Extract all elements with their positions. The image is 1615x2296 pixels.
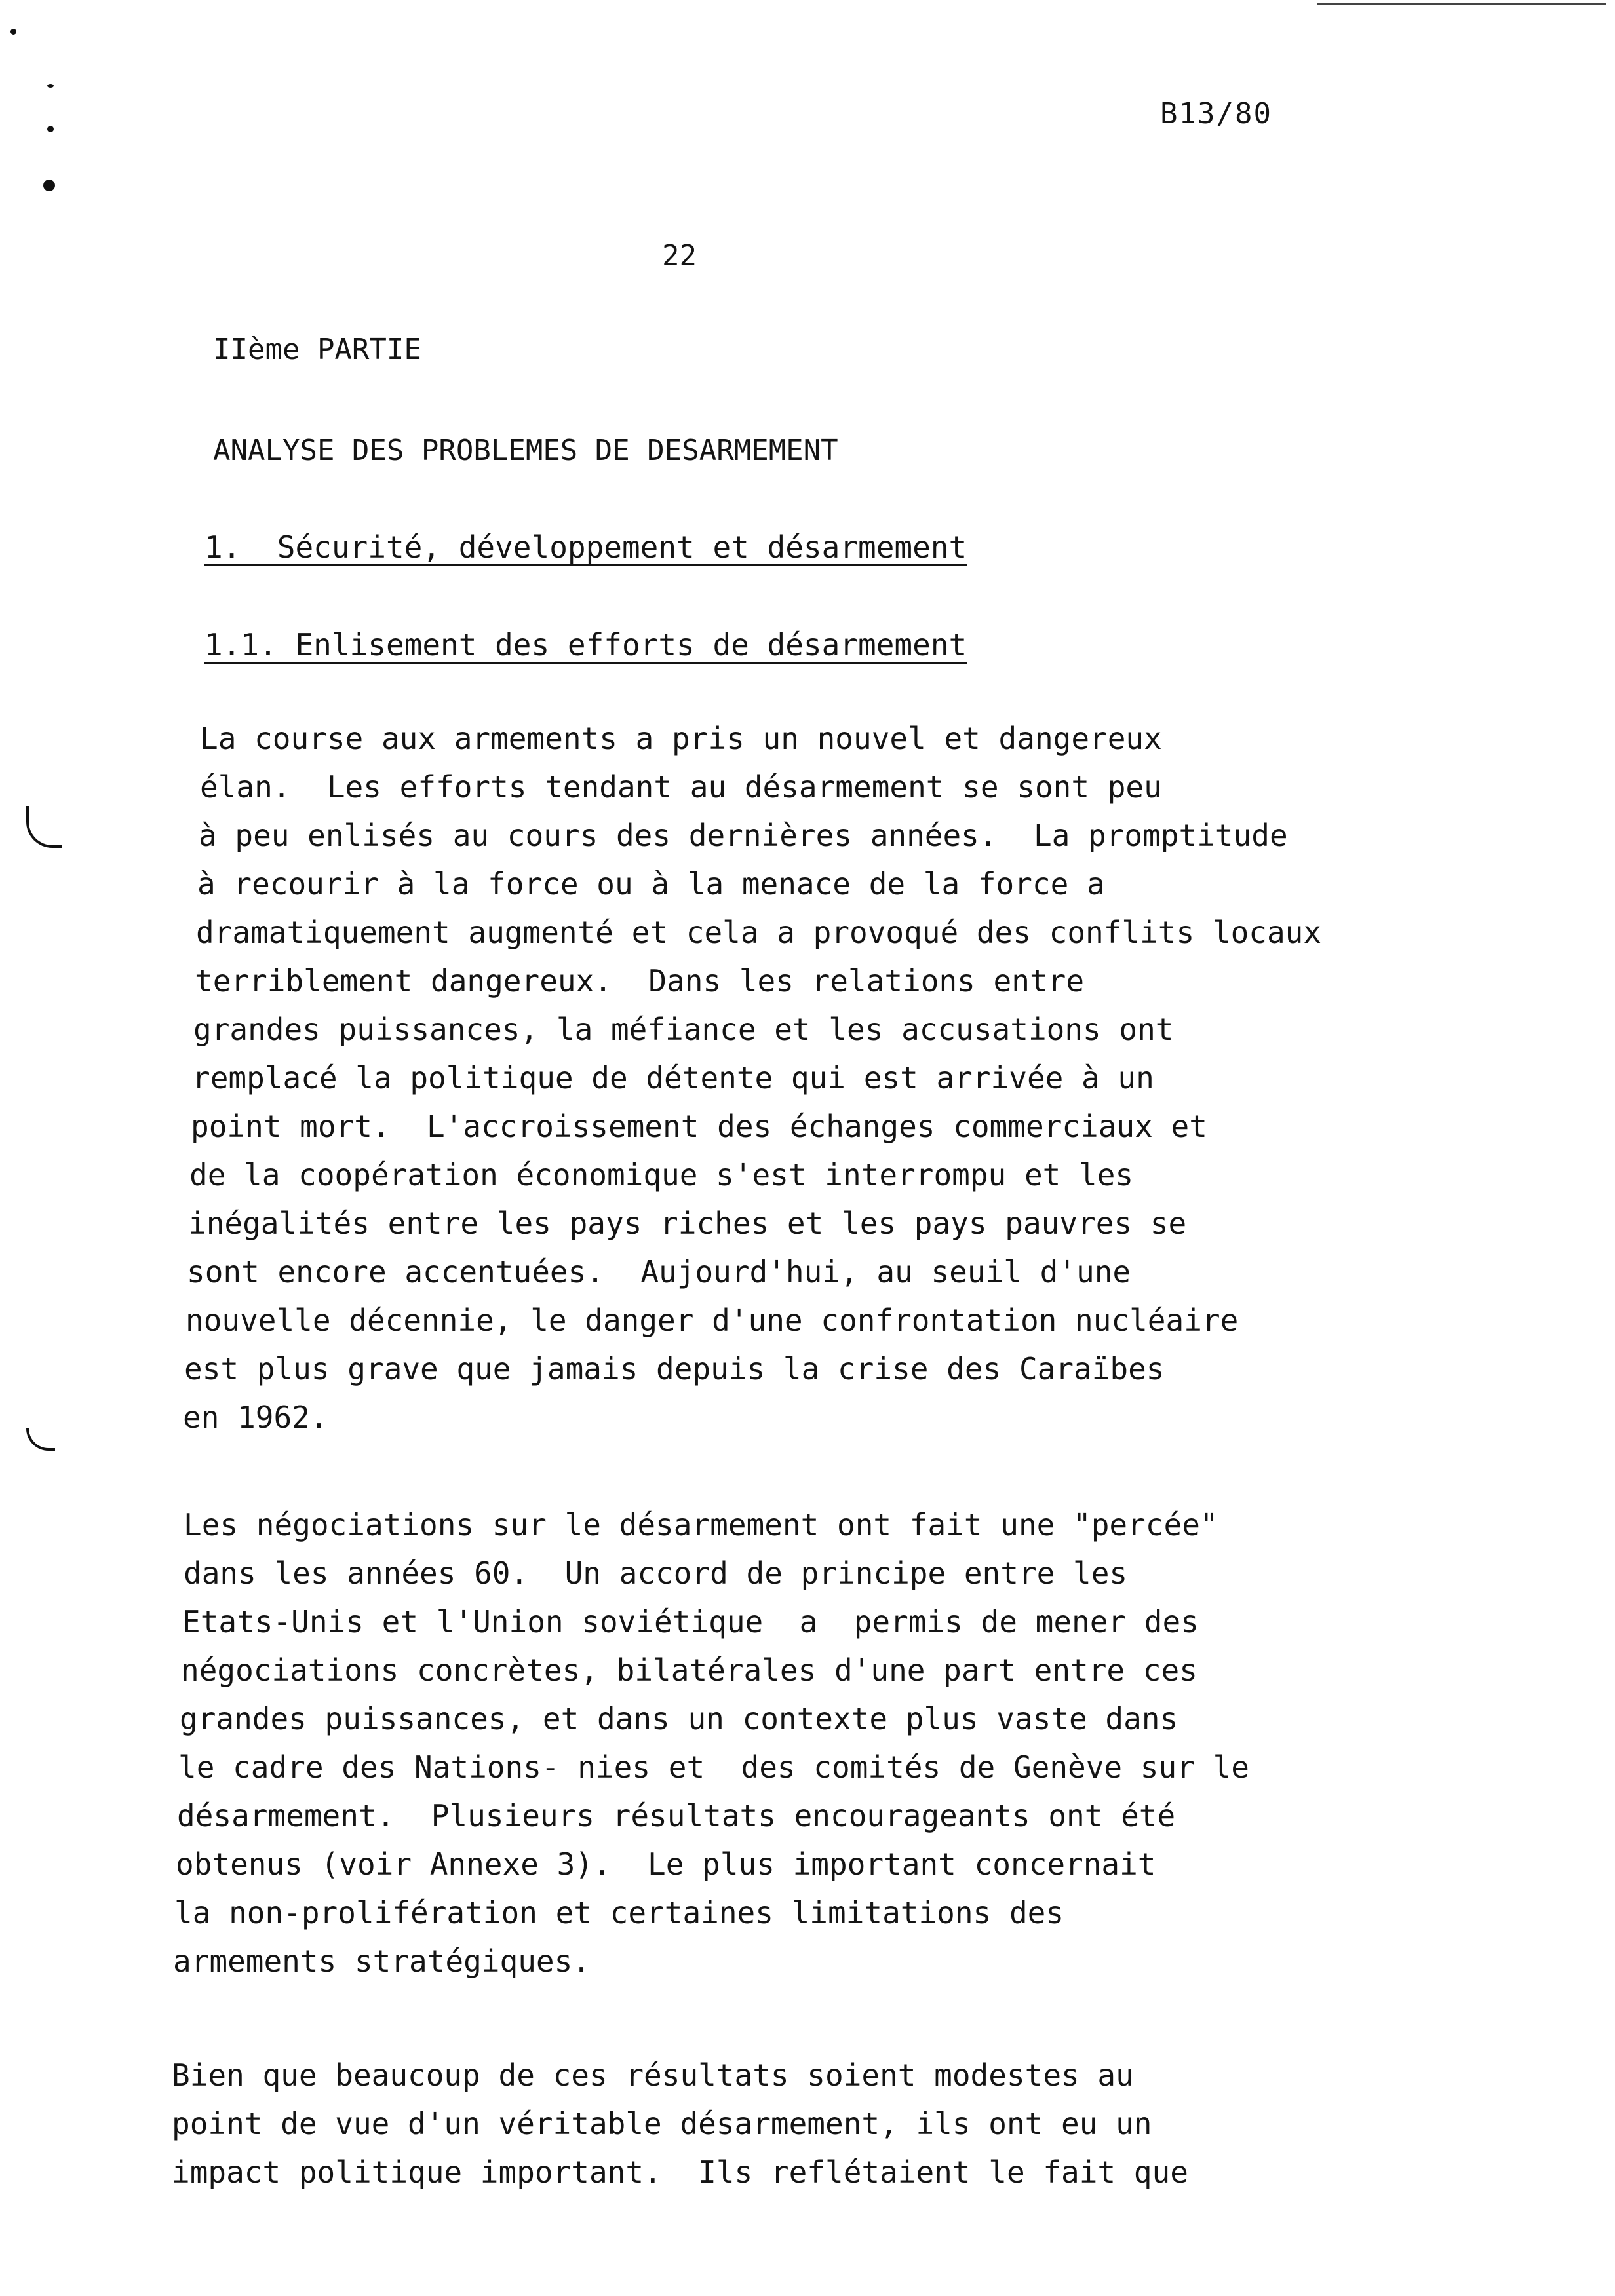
paragraph-line: Bien que beaucoup de ces résultats soient modestes au [172, 2057, 1134, 2093]
section-title: ANALYSE DES PROBLEMES DE DESARMEMENT [213, 434, 838, 467]
paragraph-line: inégalités entre les pays riches et les pays pauvres se [188, 1206, 1187, 1241]
paragraph-line: dramatiquement augmenté et cela a provoqué des conflits locaux [196, 915, 1322, 950]
paragraph-line: nouvelle décennie, le danger d'une confrontation nucléaire [185, 1303, 1239, 1338]
heading-1: 1. Sécurité, développement et désarmement [204, 529, 967, 565]
paragraph-line: sont encore accentuées. Aujourd'hui, au seuil d'une [187, 1254, 1131, 1290]
paragraph-line: élan. Les efforts tendant au désarmement se sont peu [200, 769, 1162, 805]
paragraph-line: point de vue d'un véritable désarmement, ils ont eu un [172, 2106, 1152, 2141]
paragraph-line: dans les années 60. Un accord de principe entre les [184, 1556, 1128, 1591]
paragraph-line: désarmement. Plusieurs résultats encourageants ont été [177, 1798, 1176, 1833]
paragraph-line: grandes puissances, la méfiance et les accusations ont [193, 1012, 1174, 1047]
margin-mark [47, 126, 54, 132]
paragraph-line: négociations concrètes, bilatérales d'une part entre ces [181, 1653, 1197, 1688]
margin-bracket-mark [26, 806, 62, 848]
margin-mark [10, 29, 16, 35]
margin-mark [43, 180, 55, 191]
paragraph-line: remplacé la politique de détente qui est arrivée à un [192, 1060, 1154, 1096]
paragraph-line: terriblement dangereux. Dans les relations entre [195, 963, 1085, 999]
paragraph-line: point mort. L'accroissement des échanges commerciaux et [191, 1109, 1207, 1144]
margin-mark [47, 84, 54, 88]
paragraph-line: en 1962. [183, 1400, 328, 1435]
paragraph-line: grandes puissances, et dans un contexte plus vaste dans [180, 1701, 1178, 1736]
page-number: 22 [662, 239, 697, 273]
document-reference: B13/80 [1160, 97, 1272, 130]
paragraph-line: la non-prolifération et certaines limitations des [174, 1895, 1064, 1930]
paragraph-line: à recourir à la force ou à la menace de la force a [197, 866, 1105, 902]
paragraph-line: armements stratégiques. [173, 1943, 591, 1979]
paragraph-line: est plus grave que jamais depuis la crise des Caraïbes [184, 1351, 1165, 1387]
paragraph-line: à peu enlisés au cours des dernières années. La promptitude [199, 818, 1288, 853]
paragraph-line: de la coopération économique s'est interrompu et les [189, 1157, 1134, 1193]
paragraph-line: le cadre des Nations- nies et des comités de Genève sur le [178, 1750, 1249, 1785]
paragraph-line: impact politique important. Ils reflétaient le fait que [172, 2154, 1188, 2190]
paragraph-line: Les négociations sur le désarmement ont fait une "percée" [184, 1507, 1218, 1542]
heading-1-1: 1.1. Enlisement des efforts de désarmement [204, 627, 967, 662]
scan-edge-line [1317, 3, 1606, 5]
part-title: IIème PARTIE [213, 333, 421, 366]
paragraph-line: Etats-Unis et l'Union soviétique a permis de mener des [182, 1604, 1199, 1639]
paragraph-line: La course aux armements a pris un nouvel et dangereux [200, 721, 1162, 756]
paragraph-line: obtenus (voir Annexe 3). Le plus important concernait [176, 1846, 1156, 1882]
margin-bracket-mark [26, 1428, 55, 1451]
